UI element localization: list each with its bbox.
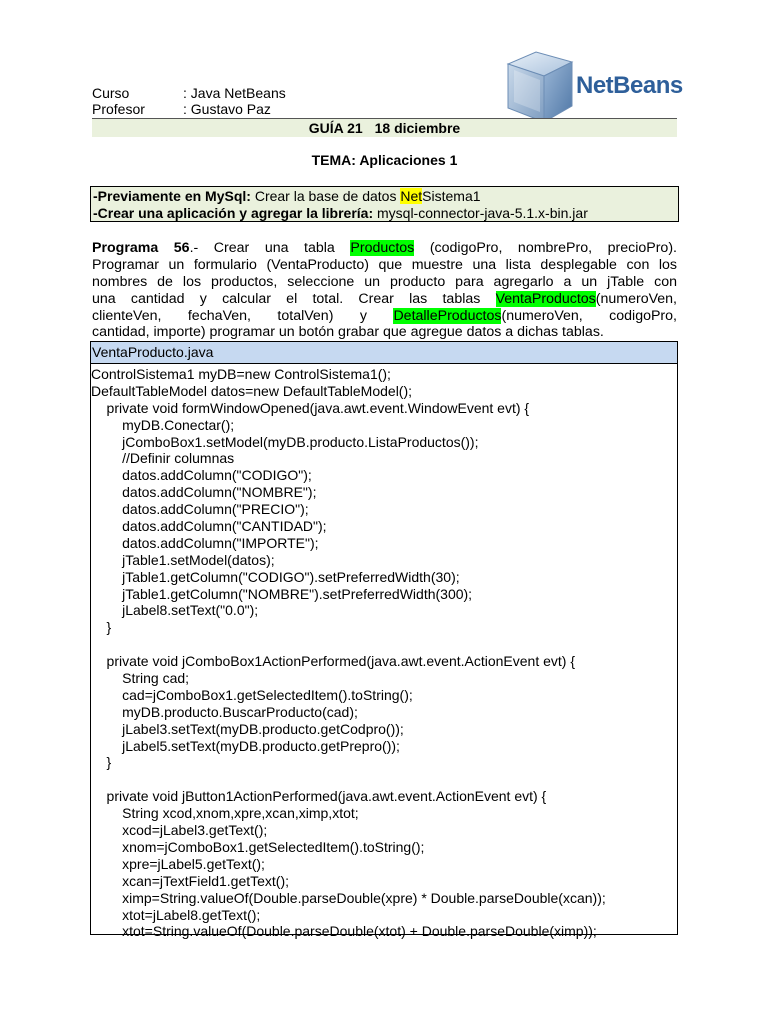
description-text: (numeroVen, [595,290,677,307]
code-line: cad=jComboBox1.getSelectedItem().toString(); [91,686,413,703]
program-description [92,240,677,341]
code-line: xtot=String.valueOf(Double.parseDouble(xtot) + Double.parseDouble(ximp)); [91,923,597,940]
code-line: xpre=jLabel5.getText(); [91,855,265,872]
code-line: jComboBox1.setModel(myDB.producto.ListaProductos()); [91,433,479,450]
code-line: myDB.producto.BuscarProducto(cad); [91,703,358,720]
description-text: .- Crear una tabla [189,240,335,256]
requirement-line-1 [93,188,676,205]
requirement-1-tail: Sistema1 [422,188,481,204]
code-line: jLabel8.setText("0.0"); [91,602,259,619]
logo-text: NetBeans [576,72,683,99]
highlight-net: Net [400,188,423,204]
course-row [92,85,286,101]
code-line: ximp=String.valueOf(Double.parseDouble(xpre) * Double.parseDouble(xcan)); [91,889,606,906]
code-line [91,636,677,653]
code-line: xcan=jTextField1.getText(); [91,872,290,889]
code-line: private void jComboBox1ActionPerformed(java.awt.event.ActionEvent evt) { [91,653,576,670]
code-line: jTable1.getColumn("NOMBRE").setPreferredWidth(300); [91,585,473,602]
highlight-productos: Productos [350,240,415,256]
description-text: clienteVen, fechaVen, totalVen) y [92,307,367,324]
description-line [92,240,677,257]
description-text: (codigoPro, nombrePro, precioPro). [429,240,677,256]
code-line: datos.addColumn("IMPORTE"); [91,534,319,551]
netbeans-logo [500,46,683,128]
highlight-ventaproductos: VentaProductos [495,290,596,307]
code-line: xtot=jLabel8.getText(); [91,906,261,923]
requirement-2-label: -Crear una aplicación y agregar la librería: [93,205,374,221]
code-line: //Definir columnas [91,450,235,467]
requirement-2-text: mysql-connector-java-5.1.x-bin.jar [377,205,588,221]
teacher-label: Profesor [92,101,145,117]
description-line: Programar un formulario (VentaProducto) que muestre una lista desplegable con los [92,256,677,273]
requirement-1-text: Crear la base de datos [254,188,397,204]
code-file-title: VentaProducto.java [91,342,677,364]
code-line: private void jButton1ActionPerformed(java.awt.event.ActionEvent evt) { [91,788,547,805]
code-line: jLabel5.setText(myDB.producto.getPrepro()); [91,737,400,754]
code-line: xnom=jComboBox1.getSelectedItem().toString(); [91,838,425,855]
code-line: jLabel3.setText(myDB.producto.getCodpro()); [91,720,404,737]
code-line: DefaultTableModel datos=new DefaultTableModel(); [91,382,413,399]
description-text: una cantidad y calcular el total. Crear las tablas [92,290,481,307]
code-line: datos.addColumn("CANTIDAD"); [91,518,327,535]
topic-title: TEMA: Aplicaciones 1 [311,152,458,168]
requirement-1-label: -Previamente en MySql: [93,188,251,204]
code-line: jTable1.getColumn("CODIGO").setPreferredWidth(30); [91,568,460,585]
code-line: } [91,754,112,771]
code-listing [90,341,678,940]
guide-date: 18 diciembre [374,120,461,136]
requirements-box [90,186,679,222]
teacher-value: : Gustavo Paz [183,101,271,117]
code-line: String xcod,xnom,xpre,xcan,ximp,xtot; [91,805,359,822]
description-line [92,308,677,325]
description-line [92,291,677,308]
cube-icon [500,46,580,128]
code-line: jTable1.setModel(datos); [91,551,275,568]
code-body [91,364,677,940]
description-line: cantidad, importe) programar un botón grabar que agregue datos a dichas tablas. [92,324,604,341]
code-line: datos.addColumn("PRECIO"); [91,501,309,518]
description-line: nombres de los productos, seleccione un producto para agregarlo a un jTable con [92,273,677,290]
code-line: String cad; [91,670,190,687]
code-line: ControlSistema1 myDB=new ControlSistema1(); [91,366,391,382]
code-line: datos.addColumn("CODIGO"); [91,467,312,484]
guide-title-bar [92,118,677,137]
program-label: Programa 56 [92,240,190,256]
guide-number: GUÍA 21 [308,120,363,136]
code-line: datos.addColumn("NOMBRE"); [91,484,317,501]
course-value: : Java NetBeans [183,85,286,101]
requirement-line-2 [93,205,676,222]
code-line: private void formWindowOpened(java.awt.event.WindowEvent evt) { [91,399,530,416]
description-text: (numeroVen, codigoPro, [501,307,677,324]
teacher-row [92,101,271,117]
course-label: Curso [92,85,130,101]
code-line [91,771,677,788]
highlight-detalleproductos: DetalleProductos [393,307,502,324]
code-line: xcod=jLabel3.getText(); [91,822,268,839]
code-line: } [91,619,112,636]
code-line: myDB.Conectar(); [91,416,235,433]
